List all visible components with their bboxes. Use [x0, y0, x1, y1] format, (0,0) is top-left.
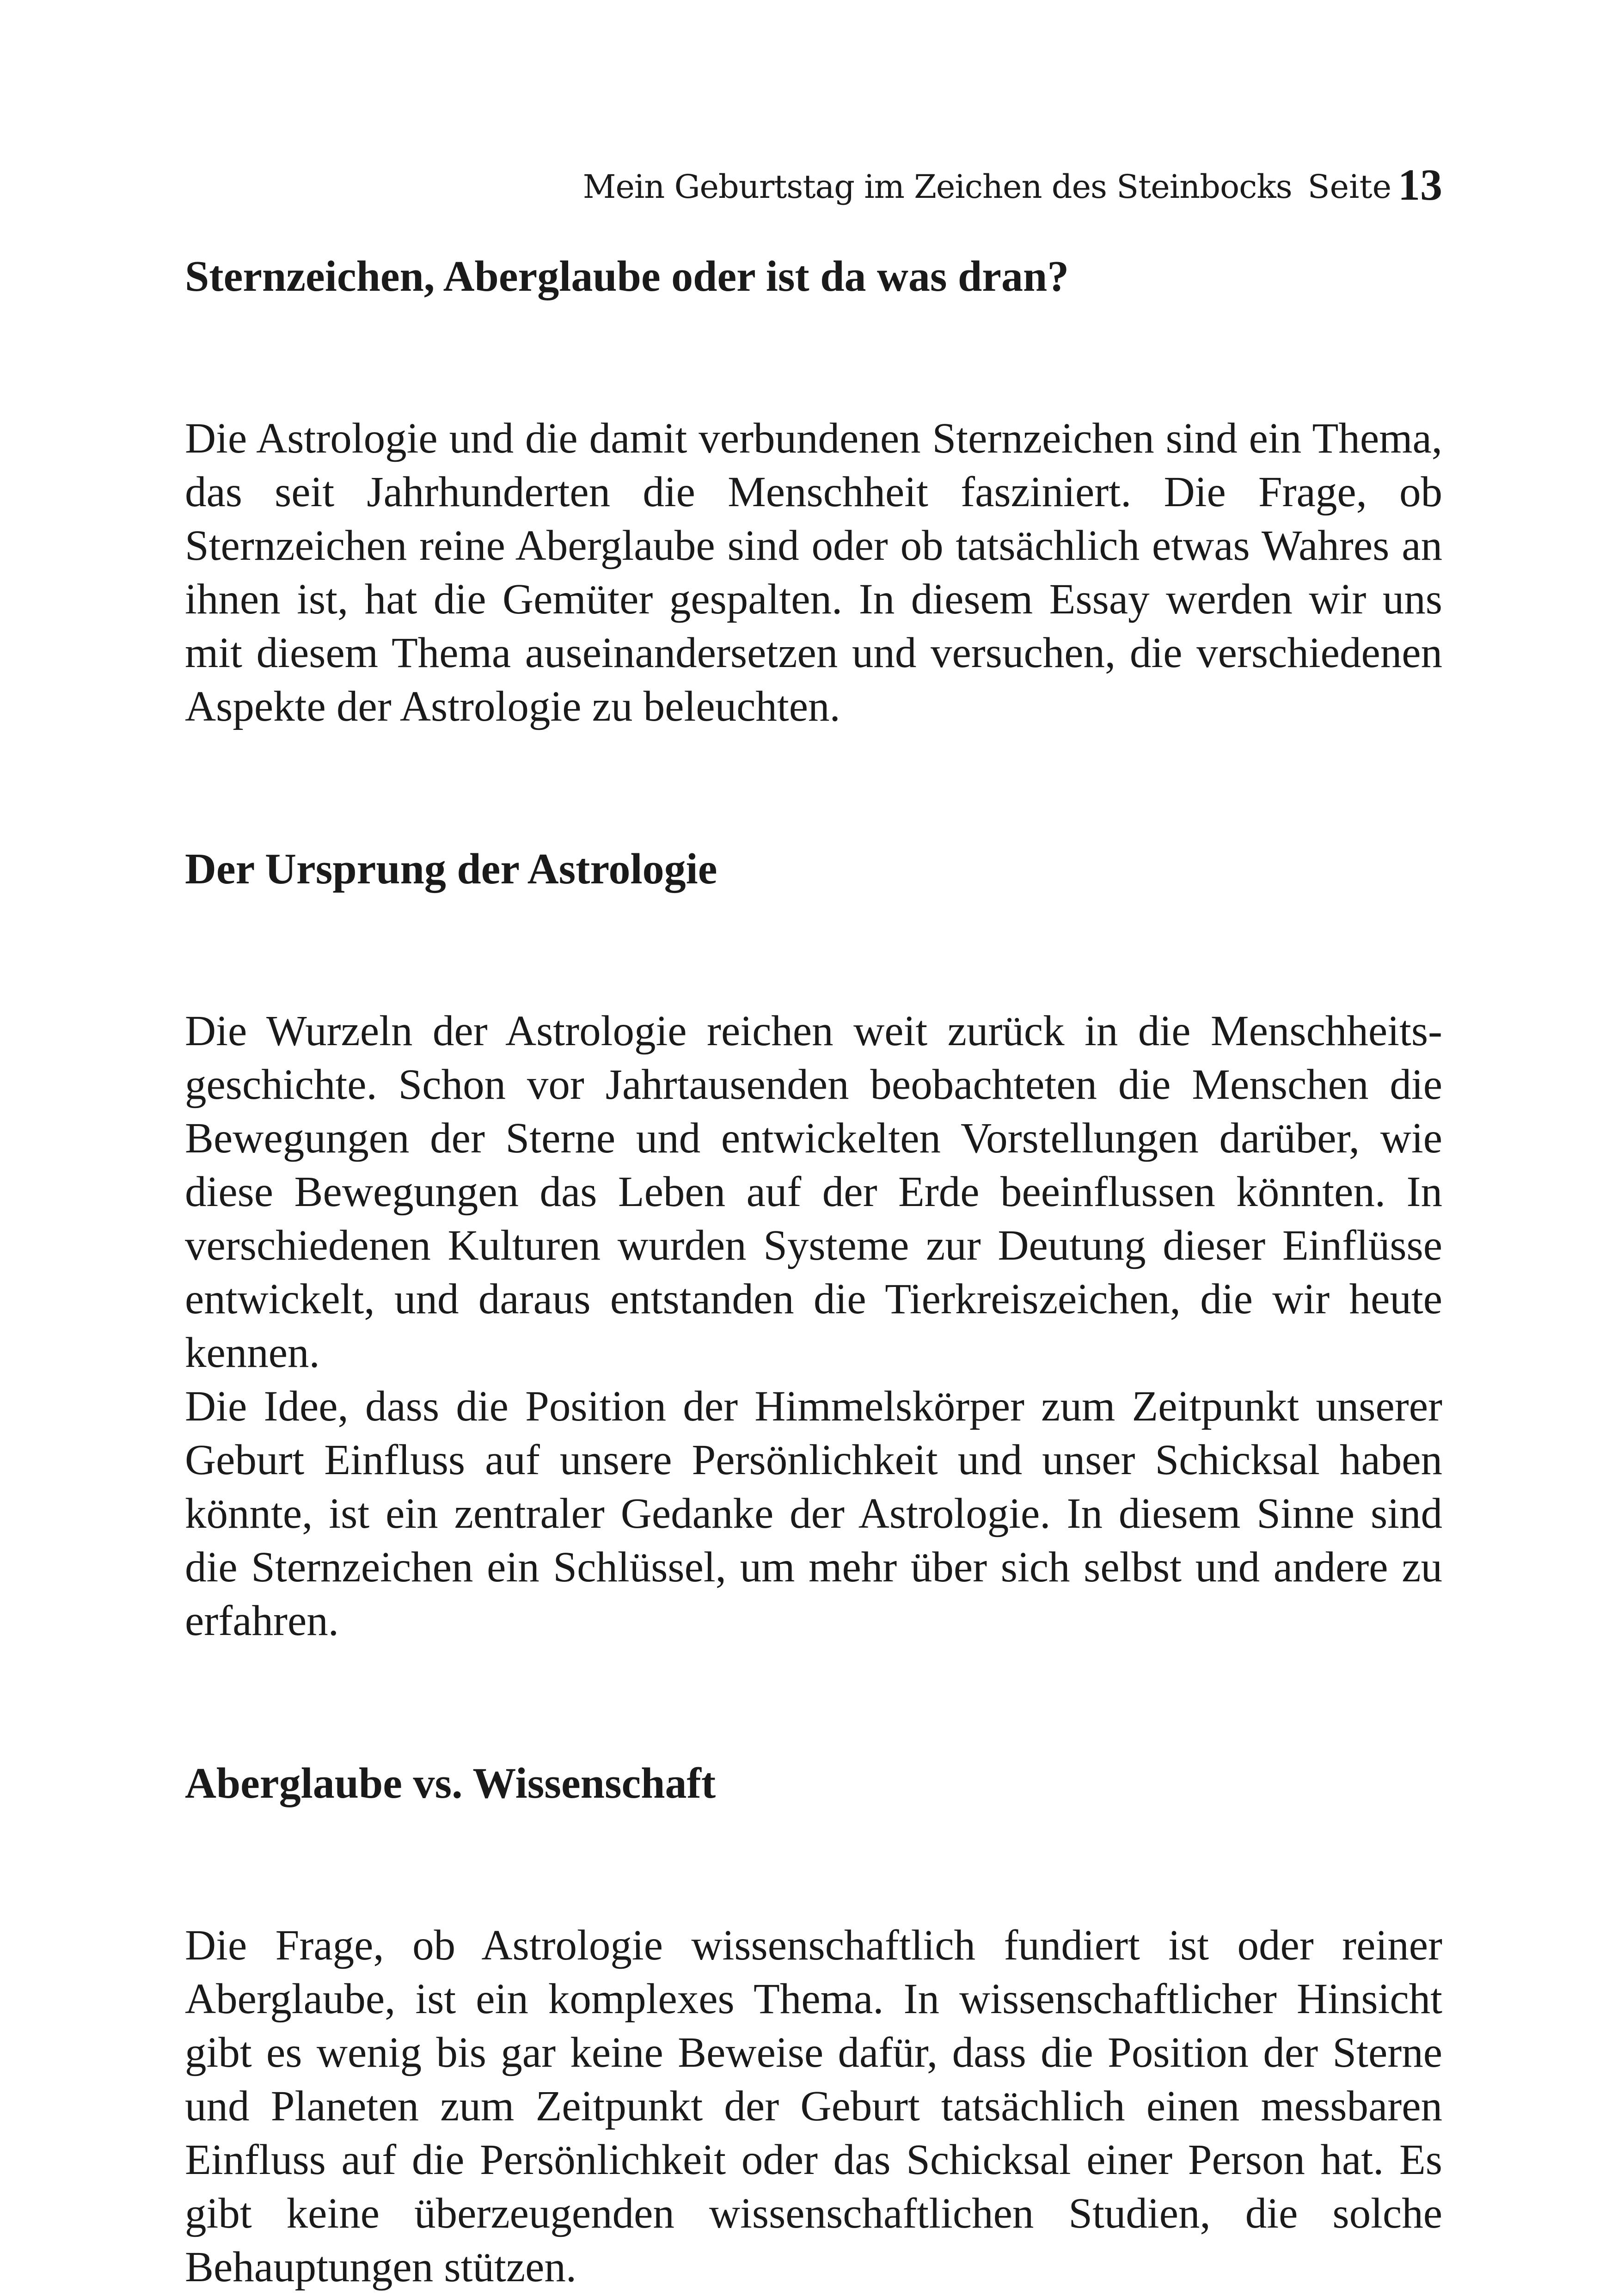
section-heading: Sternzeichen, Aberglaube oder ist da was dran?	[185, 252, 1069, 300]
paragraph: Die Astrologie und die damit verbundenen Sternzeichen sind ein Thema, das seit Jahrhunderten die Menschheit fasziniert. Die Frage, ob Sternzeichen reine Aberglaube sind oder ob tatsächlich etwas Wahres an ihnen ist, hat die Gemüter gespalten. In diesem Essay werden wir uns mit diesem Thema auseinandersetzen und versuchen, die verschiedenen Aspekte der Astrologie zu beleuchten.	[185, 415, 1442, 730]
paragraph: Die Wurzeln der Astrologie reichen weit zurück in die Menschheitsgeschichte. Schon vor Jahrtausenden beobachteten die Menschen die Bewegungen der Sterne und entwickelten Vorstellungen darüber, wie diese Bewegungen das Leben auf der Erde beeinflussen könnten. In verschiedenen Kulturen wurden Systeme zur Deutung dieser Einflüsse entwickelt, und daraus entstanden die Tierkreiszeichen, die wir heute kennen.	[185, 1007, 1442, 1377]
paragraph: Die Frage, ob Astrologie wissenschaftlich fundiert ist oder reiner Aberglaube, ist ein komplexes Thema. In wissenschaftlicher Hinsicht gibt es wenig bis gar keine Beweise dafür, dass die Position der Sterne und Planeten zum Zeitpunkt der Geburt tatsächlich einen messbaren Einfluss auf die Persönlichkeit oder das Schicksal einer Person hat. Es gibt keine überzeugenden wissenschaftlichen Studien, die solche Behauptungen stützen.	[185, 1922, 1442, 2291]
running-header	[582, 160, 1442, 209]
page-number: 13	[1398, 160, 1442, 209]
document-page	[185, 0, 1442, 2296]
section-heading: Der Ursprung der Astrologie	[185, 845, 717, 893]
paragraph: Die Idee, dass die Position der Himmelskörper zum Zeitpunkt unserer Geburt Einfluss auf unsere Persönlichkeit und unser Schicksal haben könnte, ist ein zentraler Gedanke der Astrologie. In diesem Sinne sind die Sternzeichen ein Schlüssel, um mehr über sich selbst und andere zu erfahren.	[185, 1383, 1442, 1645]
section-sternzeichen	[185, 250, 1442, 734]
section-ursprung	[185, 842, 1442, 1648]
document-body	[185, 250, 1442, 2294]
page-label: Seite	[1307, 168, 1391, 206]
section-aberglaube	[185, 1757, 1442, 2294]
book-title: Mein Geburtstag im Zeichen des Steinbocks	[582, 168, 1292, 206]
section-heading: Aberglaube vs. Wissenschaft	[185, 1759, 716, 1807]
